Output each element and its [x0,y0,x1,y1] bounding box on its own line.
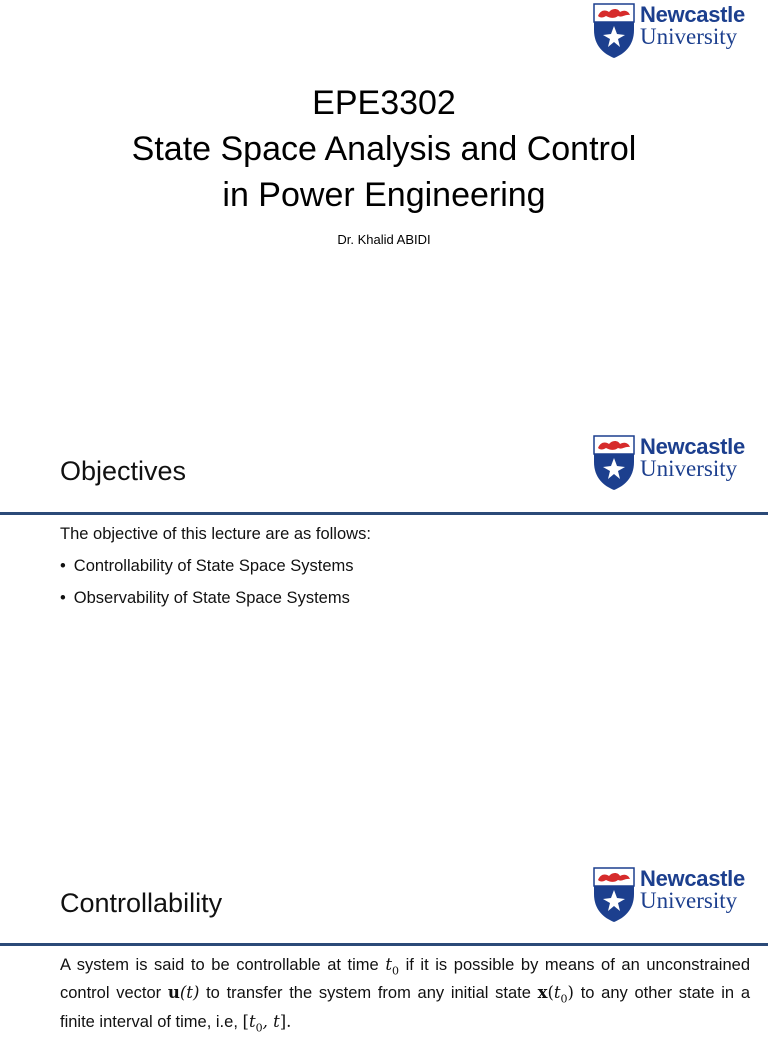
university-logo [592,434,764,492]
controllability-slide [0,864,768,1034]
university-crest-icon [592,2,636,60]
definition-text: if it is possible by means of an unconstrained control vector [60,956,750,1003]
objectives-slide [0,432,768,852]
logo-text-university: University [640,456,738,481]
logo-text-newcastle: Newcastle [640,866,745,891]
bullet-item: • Controllability of State Space Systems [60,550,371,582]
slide-heading: Controllability [60,888,223,918]
math-bracket: ]. [279,1011,292,1031]
math-symbol-t: t [385,955,392,974]
math-symbol-t: , t [262,1011,280,1031]
slide-heading: Objectives [60,456,187,486]
math-symbol-x: x [537,983,548,1003]
university-logo [592,866,764,924]
math-paren: ) [567,983,574,1003]
math-subscript: 0 [560,992,568,1006]
objectives-body [60,518,371,614]
university-crest-icon [592,434,636,492]
logo-text-newcastle: Newcastle [640,2,745,27]
logo-text-university: University [640,24,738,49]
math-subscript: 0 [391,964,399,978]
math-symbol-u: u [167,983,180,1003]
math-symbol-t: t [248,1011,256,1031]
math-symbol-t: t [553,983,561,1003]
bullet-item: • Observability of State Space Systems [60,582,371,614]
logo-text-university: University [640,888,738,913]
heading-divider [0,943,768,946]
math-bracket: [ [242,1011,249,1031]
math-subscript: 0 [255,1020,263,1034]
title-line-2: in Power Engineering [222,176,546,214]
math-paren: ( [547,983,554,1003]
definition-text: A system is said to be controllable at time [60,956,386,974]
heading-divider [0,512,768,515]
definition-text: to any other state in a finite interval of time, i.e, [60,984,750,1031]
definition-text: to transfer the system from any initial state [199,984,538,1003]
title-line-1: State Space Analysis and Control [131,130,637,168]
logo-text-newcastle: Newcastle [640,434,745,459]
controllability-definition [60,954,750,1039]
title-slide [0,0,768,420]
slide-title [0,80,768,218]
university-logo [592,2,764,60]
author-name: Dr. Khalid ABIDI [337,232,431,247]
university-crest-icon [592,866,636,924]
objectives-intro: The objective of this lecture are as follows: [60,525,371,543]
title-line-course-code: EPE3302 [312,84,456,122]
math-argument: (t) [179,983,200,1003]
